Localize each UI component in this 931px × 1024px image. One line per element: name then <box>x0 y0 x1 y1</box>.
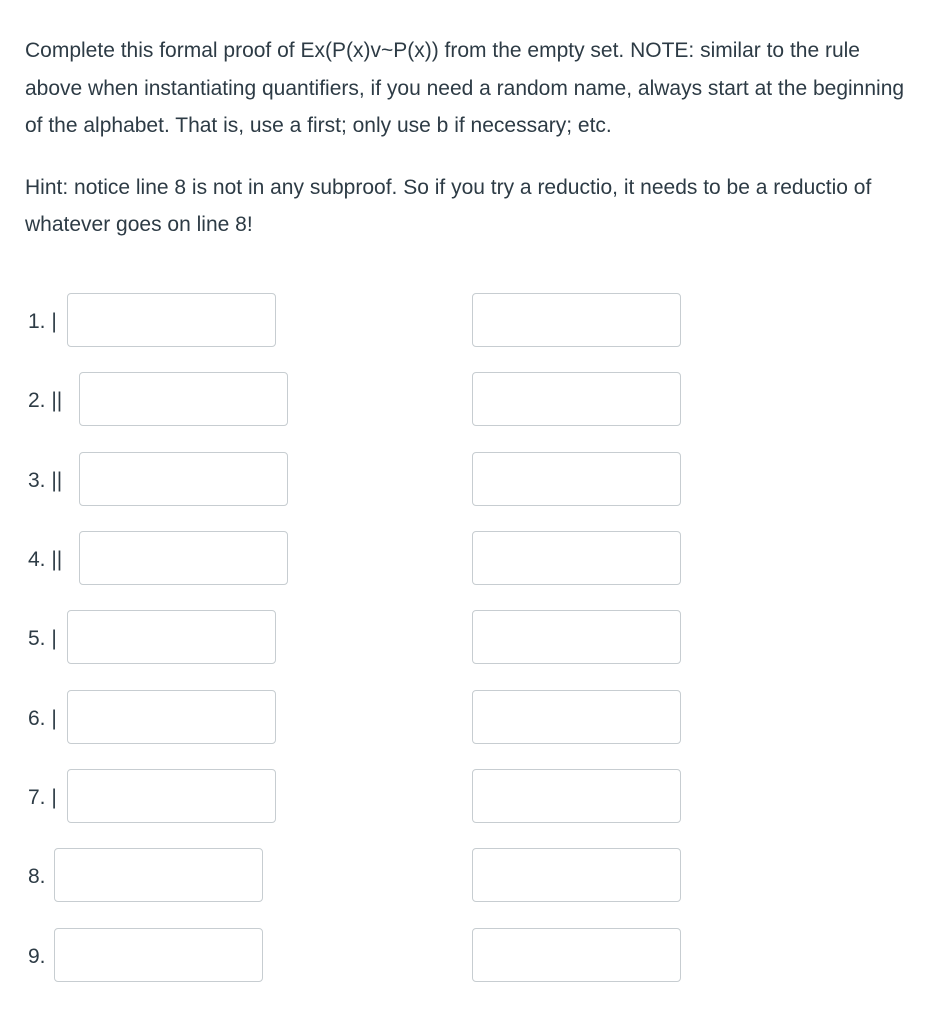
proof-line-3 <box>0 452 931 510</box>
line-number-label: 2. || <box>28 389 63 412</box>
rule-input-line-3[interactable] <box>472 452 681 506</box>
question-text <box>25 32 905 244</box>
line-number-label: 6. | <box>28 707 57 730</box>
formula-input-line-4[interactable] <box>79 531 288 585</box>
rule-input-line-4[interactable] <box>472 531 681 585</box>
formula-input-line-3[interactable] <box>79 452 288 506</box>
line-number-label: 5. | <box>28 627 57 650</box>
formula-input-line-5[interactable] <box>67 610 276 664</box>
formula-input-line-7[interactable] <box>67 769 276 823</box>
formula-input-line-1[interactable] <box>67 293 276 347</box>
rule-input-line-9[interactable] <box>472 928 681 982</box>
proof-line-4 <box>0 531 931 589</box>
question-hint: Hint: notice line 8 is not in any subproof. So if you try a reductio, it needs to be a reductio of whatever goes on line 8! <box>25 175 872 236</box>
line-number-label: 4. || <box>28 548 63 571</box>
rule-input-line-8[interactable] <box>472 848 681 902</box>
formula-input-line-2[interactable] <box>79 372 288 426</box>
rule-input-line-7[interactable] <box>472 769 681 823</box>
proof-line-5 <box>0 610 931 668</box>
formula-input-line-8[interactable] <box>54 848 263 902</box>
line-number-label: 9. <box>28 945 46 968</box>
proof-line-2 <box>0 372 931 430</box>
proof-line-7 <box>0 769 931 827</box>
rule-input-line-2[interactable] <box>472 372 681 426</box>
proof-line-8 <box>0 848 931 906</box>
line-number-label: 3. || <box>28 469 63 492</box>
formula-input-line-6[interactable] <box>67 690 276 744</box>
question-instructions: Complete this formal proof of Ex(P(x)v~P(x)) from the empty set. NOTE: similar to the rule above when instantiating quantifiers, if you need a random name, always start at the beginning of the alphabet. That is, use a first; only use b if necessary; etc. <box>25 39 905 137</box>
rule-input-line-5[interactable] <box>472 610 681 664</box>
proof-line-9 <box>0 928 931 986</box>
proof-line-6 <box>0 690 931 748</box>
rule-input-line-6[interactable] <box>472 690 681 744</box>
proof-line-1 <box>0 293 931 351</box>
rule-input-line-1[interactable] <box>472 293 681 347</box>
line-number-label: 7. | <box>28 786 57 809</box>
formula-input-line-9[interactable] <box>54 928 263 982</box>
line-number-label: 8. <box>28 865 46 888</box>
line-number-label: 1. | <box>28 310 57 333</box>
